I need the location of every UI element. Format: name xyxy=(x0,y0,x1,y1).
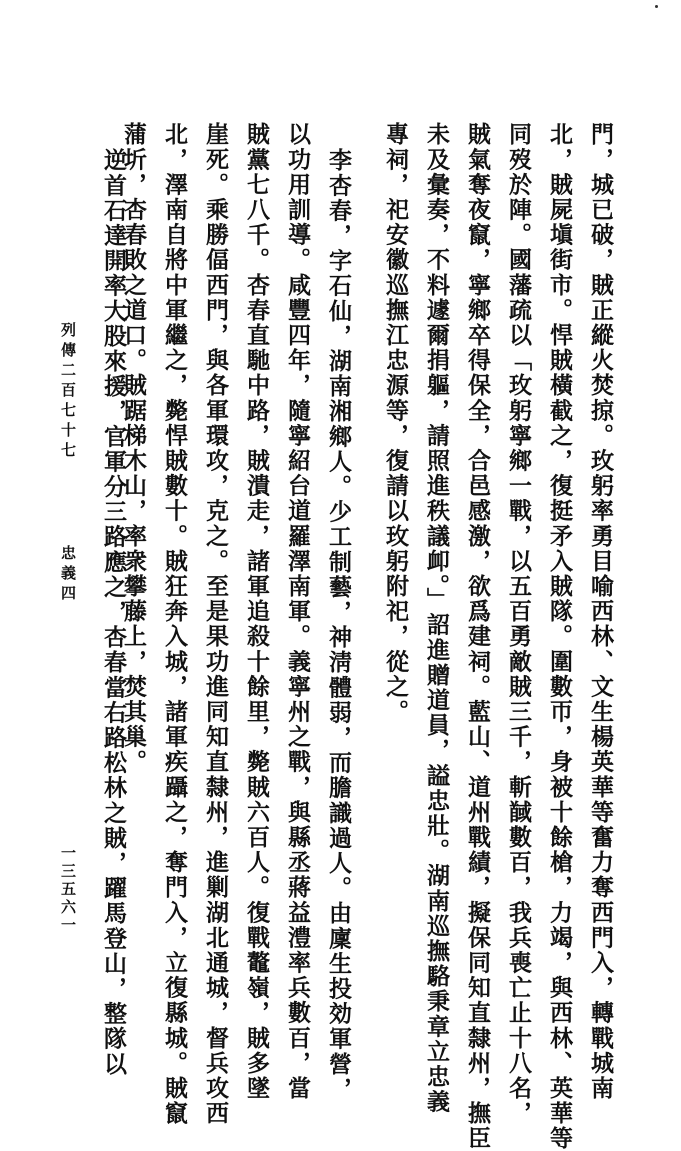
text-column-10: 崖死。乘勝偪西門，與各軍環攻，克之。至是果功進同知直隸州，進剿湖北通城，督兵攻西 xyxy=(202,122,229,1126)
text-column-9: 賊黨七八千。杏春直馳中路，賊潰走，諸軍追殺十餘里，斃賊六百人。復戰鼇嶺，賊多墜 xyxy=(243,122,270,1101)
text-column-11: 北，澤南自將中軍繼之，斃悍賊數十。賊狂奔入城，諸軍疾躡之，奪門入，立復縣城。賊竄 xyxy=(161,122,188,1126)
text-column-12: 蒲圻，杏春敗之道口。賊踞梯木山，率衆攀藤上，焚其巢。 xyxy=(120,122,147,775)
text-column-6: 專祠，祀安徽巡撫江忠源等，復請以玫躬附祀，從之。 xyxy=(382,122,409,725)
text-column-13: 逆首石達開率大股來援，官軍分三路應之，杏春當右路松林之賊，躍馬登山，整隊以 xyxy=(100,148,127,1077)
text-column-2: 北，賊屍塡街市。悍賊橫截之，復挺矛入賊隊。圍數帀，身被十餘槍，力竭，與西林、英華等 xyxy=(546,122,573,1151)
text-column-3: 同歿於陣。國藩疏以「玫躬寧鄉一戰，以五百勇敵賊三千，斬馘數百，我兵喪亡止十八名， xyxy=(505,122,532,1126)
running-header-title: 列傳二百七十七 xyxy=(59,322,77,462)
text-column-7: 李杏春，字石仙，湖南湘鄉人。少工制藝，神淸體弱，而膽識過人。由廩生投効軍營， xyxy=(325,148,352,1102)
text-column-5: 未及彙奏，不料遽爾捐軀，請照進秩議卹。」詔進贈道員，謚忠壯。湖南巡撫駱秉章立忠義 xyxy=(423,122,450,1115)
page-number: 一三五六一 xyxy=(59,845,77,935)
text-column-8: 以功用訓導。咸豐四年，隨寧紹台道羅澤南軍。義寧州之戰，與縣丞蔣益澧率兵數百，當 xyxy=(284,122,311,1101)
page-speck xyxy=(655,5,658,8)
text-column-4: 賊氣奪夜竄，寧鄉卒得保全，合邑感激，欲爲建祠。藍山、道州戰績，擬保同知直隸州，撫臣 xyxy=(464,122,491,1151)
text-column-1: 門，城已破，賊正縱火焚掠。玫躬率勇目喻西林、文生楊英華等奮力奪西門入，轉戰城南 xyxy=(587,122,614,1101)
running-header-section: 忠義四 xyxy=(59,545,77,605)
